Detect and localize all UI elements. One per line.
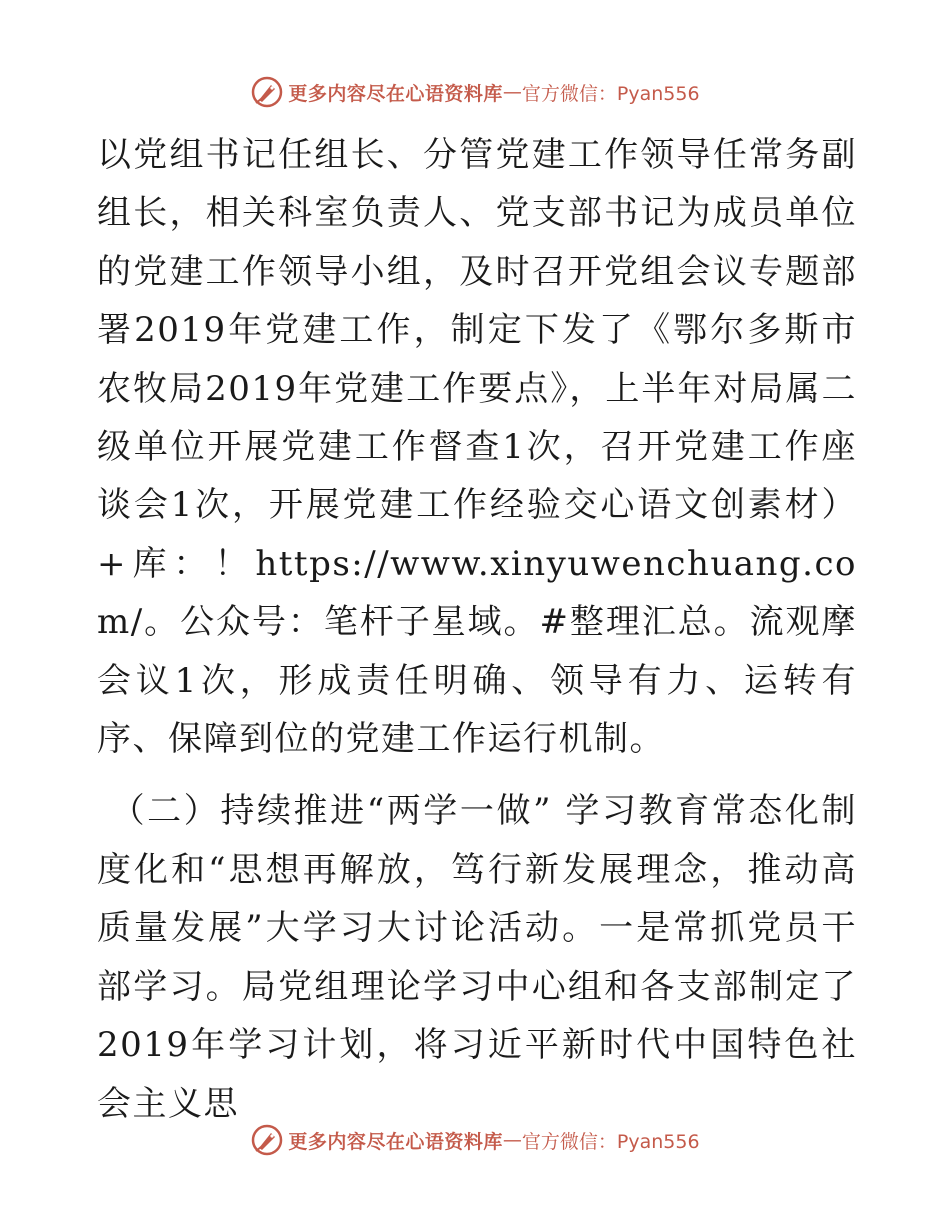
pen-nib-logo-icon: [250, 75, 284, 109]
watermark-library-text: 更多内容尽在心语资料库: [288, 1130, 503, 1153]
watermark-library-text: 更多内容尽在心语资料库: [288, 82, 503, 105]
document-body: [97, 126, 857, 1133]
watermark-wechat-text: 官方微信：Pyan556: [521, 82, 700, 105]
watermark-wechat-text: 官方微信：Pyan556: [521, 1130, 700, 1153]
watermark-dash: —: [502, 81, 522, 103]
header-watermark: [0, 72, 950, 112]
body-paragraph: （二）持续推进“两学一做” 学习教育常态化制度化和“思想再解放，笃行新发展理念，推动高质量发展”大学习大讨论活动。一是常抓党员干部学习。局党组理论学习中心组和各支部制定了2019年学习计划，将习近平新时代中国特色社会主义思: [97, 791, 857, 1124]
footer-watermark: [0, 1120, 950, 1160]
pen-nib-logo-icon: [250, 1123, 284, 1157]
watermark-dash: —: [502, 1129, 522, 1151]
body-paragraph: 以党组书记任组长、分管党建工作领导任常务副组长，相关科室负责人、党支部书记为成员单位的党建工作领导小组，及时召开党组会议专题部署2019年党建工作，制定下发了《鄂尔多斯市农牧局2019年党建工作要点》，上半年对局属二级单位开展党建工作督查1次，召开党建工作座谈会1次，开展党建工作经验交心语文创素材）+库：！https://www.xinyuwenchuang.com/。公众号：笔杆子星域。#整理汇总。流观摩会议1次，形成责任明确、领导有力、运转有序、保障到位的党建工作运行机制。: [97, 135, 857, 760]
